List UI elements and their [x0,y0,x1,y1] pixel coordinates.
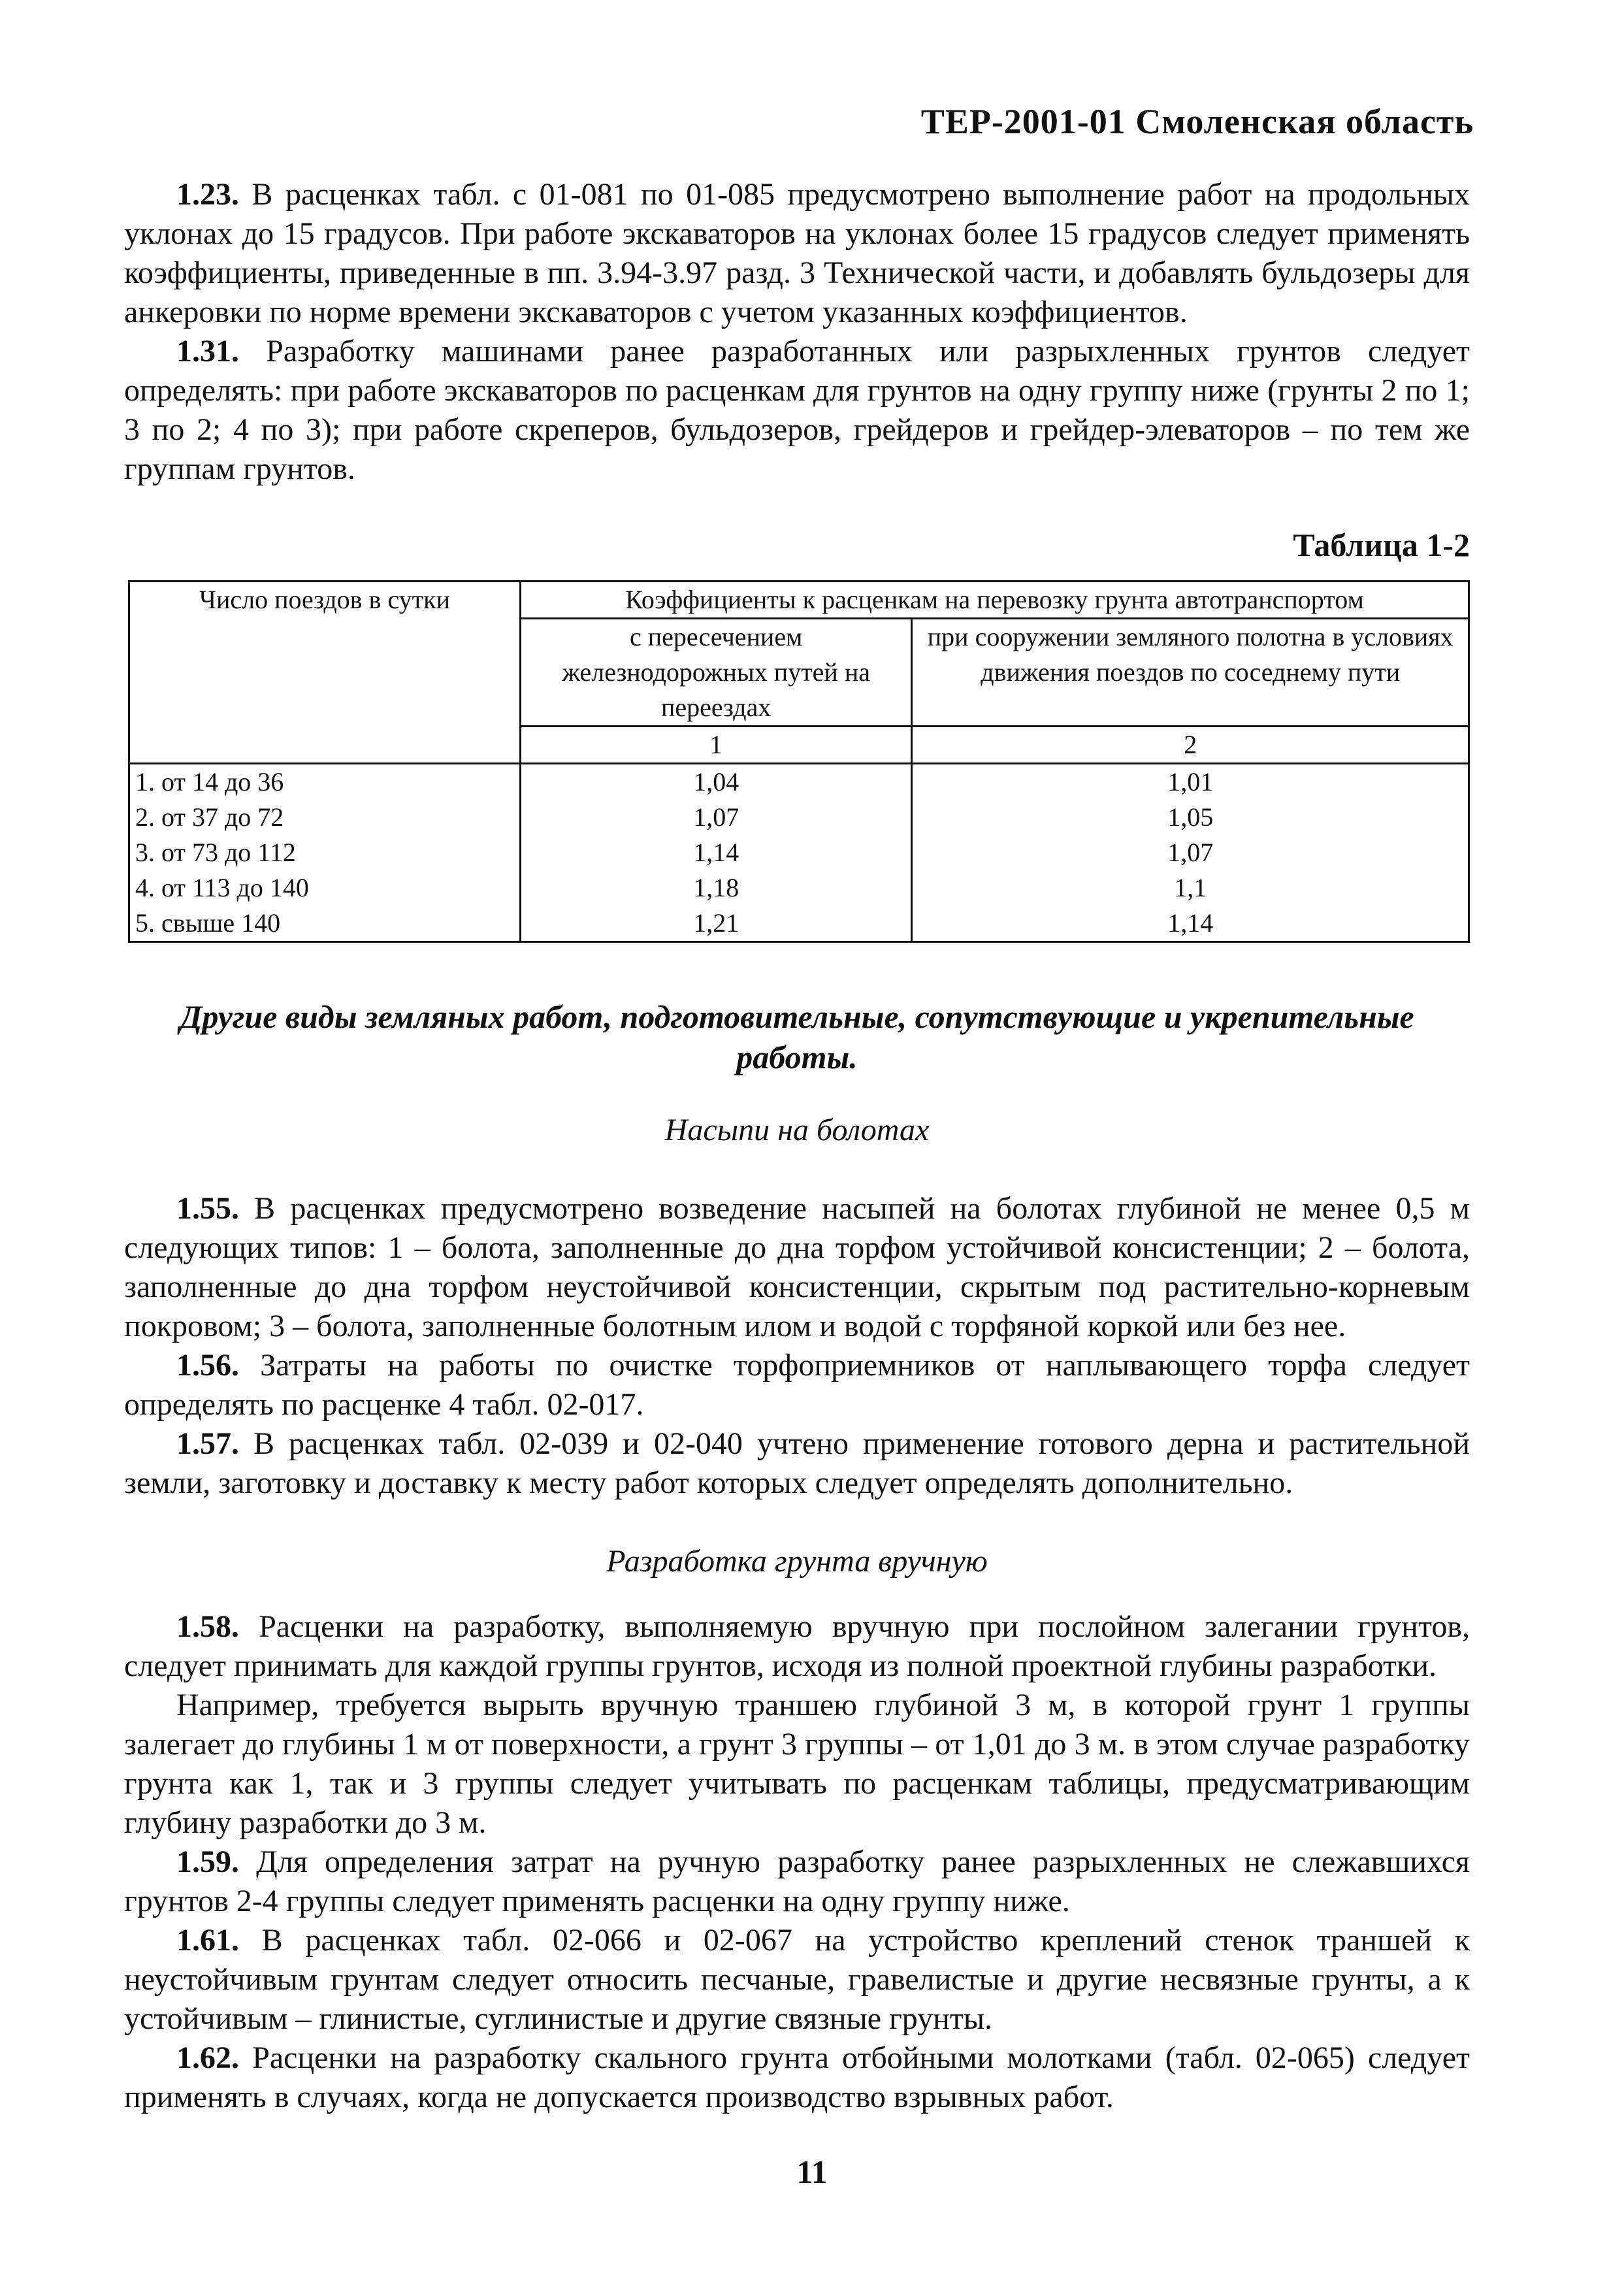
row-label: 3. от 73 до 112 [129,835,521,870]
paragraph-text: В расценках табл. 02-039 и 02-040 учтено применение готового дерна и растительной земли, заготовку и доставку к месту работ которых следует определять дополнительно. [124,1426,1470,1500]
header-coefficients-group: Коэффициенты к расценкам на перевозку грунта автотранспортом [521,582,1469,619]
page-header: ТЕР-2001-01 Смоленская область [920,102,1474,141]
header-col-2: при сооружении земляного полотна в условиях движения поездов по соседнему пути [912,619,1469,727]
paragraph-text: Например, требуется вырыть вручную траншею глубиной 3 м, в которой грунт 1 группы залегает до глубины 1 м от поверхности, а грунт 3 группы – от 1,01 до 3 м. в этом случае разработку грунта как 1, так и 3 группы следует учитывать по расценкам таблицы, предусматривающим глубину разработки до 3 м. [124,1688,1470,1840]
table-row [129,835,1469,870]
paragraph-number: 1.23. [176,177,239,212]
paragraph-number: 1.58. [176,1609,239,1644]
row-value-col-2: 1,1 [912,870,1469,906]
paragraph-text: Разработку машинами ранее разработанных или разрыхленных грунтов следует определять: при работе экскаваторов по расценкам для грунтов на одну группу ниже (грунты 2 по 1; 3 по 2; 4 по 3); при работе скреперов, бульдозеров, грейдеров и грейдер-элеваторов – по тем же группам грунтов. [124,334,1470,486]
paragraph-number: 1.59. [176,1844,239,1879]
section-heading: Другие виды земляных работ, подготовительные, сопутствующие и укрепительные работы. [180,998,1414,1075]
paragraph-number: 1.57. [176,1426,239,1461]
paragraph-text: В расценках табл. с 01-081 по 01-085 предусмотрено выполнение работ на продольных уклонах до 15 градусов. При работе экскаваторов на уклонах более 15 градусов следует применять коэффициенты, приведенные в пп. 3.94-3.97 разд. 3 Технической части, и добавлять бульдозеры для анкеровки по норме времени экскаваторов с учетом указанных коэффициентов. [124,177,1470,329]
header-col-1: с пересечением железнодорожных путей на переездах [521,619,912,727]
paragraphs-top [124,175,1470,489]
header-col-1-number: 1 [521,727,912,764]
row-value-col-1: 1,21 [521,906,912,942]
paragraph-1-23 [124,175,1470,332]
row-label: 2. от 37 до 72 [129,800,521,835]
paragraphs-mid [124,1189,1470,1503]
paragraph-number: 1.61. [176,1923,239,1958]
coefficients-table [128,580,1470,943]
paragraph-1-62 [124,2039,1470,2117]
paragraph-text: Расценки на разработку скального грунта отбойными молотками (табл. 02-065) следует применять в случаях, когда не допускается производство взрывных работ. [124,2040,1470,2114]
paragraphs-bottom [124,1607,1470,2117]
row-value-col-1: 1,18 [521,870,912,906]
paragraph-text: Расценки на разработку, выполняемую вручную при послойном залегании грунтов, следует принимать для каждой группы грунтов, исходя из полной проектной глубины разработки. [124,1609,1470,1683]
page-number: 11 [796,2154,828,2190]
table-row [129,764,1469,800]
table-row [129,800,1469,835]
row-value-col-1: 1,04 [521,764,912,800]
header-col-2-number: 2 [912,727,1469,764]
paragraph-1-55 [124,1189,1470,1346]
row-value-col-2: 1,01 [912,764,1469,800]
paragraph-number: 1.55. [176,1191,239,1226]
paragraph-number: 1.62. [176,2040,239,2075]
paragraph-example [124,1686,1470,1843]
row-value-col-1: 1,14 [521,835,912,870]
paragraph-text: Затраты на работы по очистке торфоприемников от наплывающего торфа следует определять по расценке 4 табл. 02-017. [124,1348,1470,1422]
paragraph-1-58 [124,1607,1470,1686]
paragraph-1-56 [124,1346,1470,1424]
paragraph-1-31 [124,332,1470,489]
row-value-col-2: 1,07 [912,835,1469,870]
paragraph-number: 1.31. [176,334,239,369]
paragraph-number: 1.56. [176,1348,239,1383]
subsection-heading-manual: Разработка грунта вручную [606,1544,988,1579]
row-label: 4. от 113 до 140 [129,870,521,906]
paragraph-text: В расценках предусмотрено возведение насыпей на болотах глубиной не менее 0,5 м следующих типов: 1 – болота, заполненные до дна торфом устойчивой консистенции; 2 – болота, заполненные до дна торфом неустойчивой консистенции, скрытым под растительно-корневым покровом; 3 – болота, заполненные болотным илом и водой с торфяной коркой или без нее. [124,1191,1470,1343]
table-row [129,906,1469,942]
paragraph-1-57 [124,1424,1470,1503]
row-label: 5. свыше 140 [129,906,521,942]
table-caption: Таблица 1-2 [1293,527,1470,563]
paragraph-text: В расценках табл. 02-066 и 02-067 на устройство креплений стенок траншей к неустойчивым грунтам следует относить песчаные, гравелистые и другие несвязные грунты, а к устойчивым – глинистые, суглинистые и другие связные грунты. [124,1923,1470,2036]
paragraph-1-59 [124,1843,1470,1921]
header-trains-per-day: Число поездов в сутки [129,582,521,764]
row-value-col-1: 1,07 [521,800,912,835]
row-label: 1. от 14 до 36 [129,764,521,800]
paragraph-1-61 [124,1921,1470,2039]
row-value-col-2: 1,05 [912,800,1469,835]
row-value-col-2: 1,14 [912,906,1469,942]
paragraph-text: Для определения затрат на ручную разработку ранее разрыхленных не слежавшихся грунтов 2-4 группы следует применять расценки на одну группу ниже. [124,1844,1470,1918]
subsection-heading-swamps: Насыпи на болотах [664,1113,930,1147]
table-row [129,870,1469,906]
